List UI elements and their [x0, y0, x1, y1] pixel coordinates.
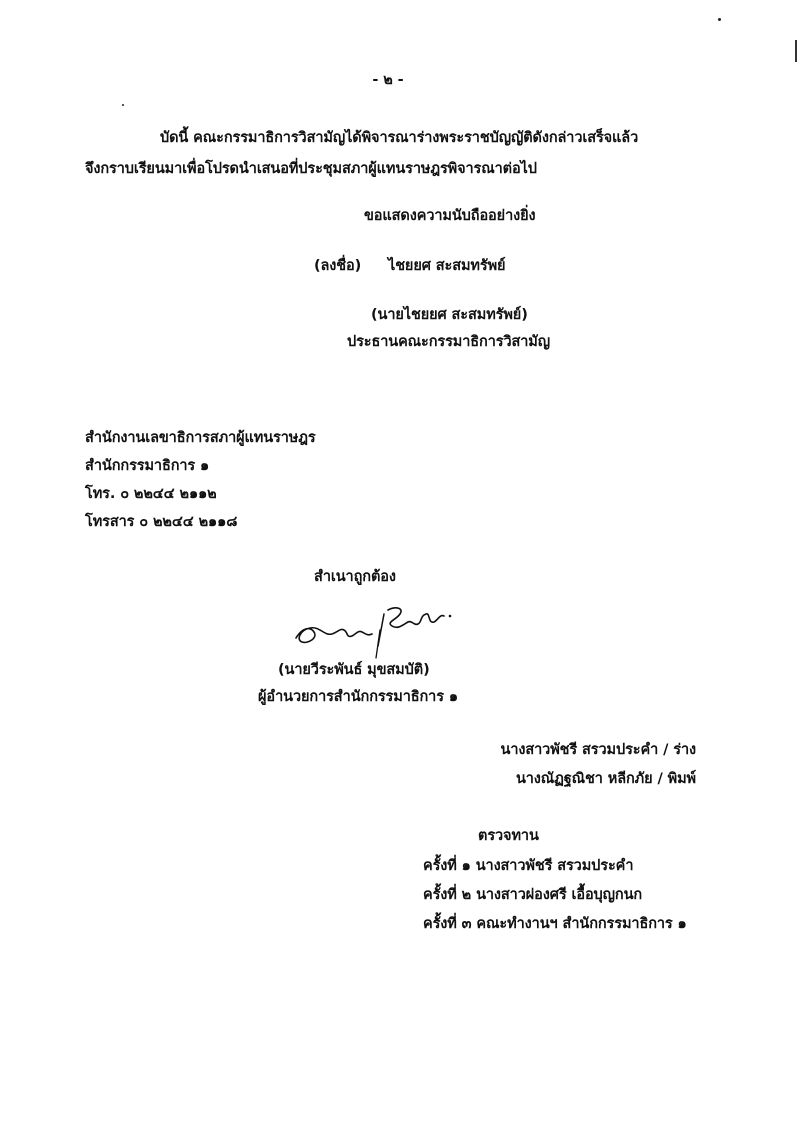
office-bureau: สำนักกรรมาธิการ ๑: [85, 458, 210, 474]
review-label: ตรวจทาน: [478, 828, 539, 844]
typist-line: นางณัฏฐณิชา หลีกภัย / พิมพ์: [515, 771, 696, 787]
page-number: - ๒ -: [372, 72, 404, 88]
certifier-position: ผู้อำนวยการสำนักกรรมาธิการ ๑: [258, 689, 458, 705]
closing-salutation: ขอแสดงความนับถืออย่างยิ่ง: [364, 208, 536, 224]
office-name: สำนักงานเลขาธิการสภาผู้แทนราษฎร: [85, 430, 316, 446]
scan-speck: [122, 104, 124, 106]
office-telephone: โทร. ๐ ๒๒๔๔ ๒๑๑๒: [85, 486, 217, 502]
signed-name: ไชยยศ สะสมทรัพย์: [388, 258, 506, 274]
body-line-1: บัดนี้ คณะกรรมาธิการวิสามัญได้พิจารณาร่างพระราชบัญญัติดังกล่าวเสร็จแล้ว: [160, 130, 639, 146]
review-round-1: ครั้งที่ ๑ นางสาวพัชรี สรวมประคำ: [423, 858, 634, 874]
drafter-line: นางสาวพัชรี สรวมประคำ / ร่าง: [500, 742, 696, 758]
scan-speck: [718, 18, 721, 21]
review-round-3: ครั้งที่ ๓ คณะทำงานฯ สำนักกรรมาธิการ ๑: [423, 916, 687, 932]
review-round-2: ครั้งที่ ๒ นางสาวผ่องศรี เอื้อบุญกนก: [423, 887, 643, 903]
signatory-position: ประธานคณะกรรมาธิการวิสามัญ: [347, 334, 550, 350]
signed-label: (ลงชื่อ): [314, 258, 362, 274]
printed-name: (นายไชยยศ สะสมทรัพย์): [371, 307, 528, 323]
certifier-name: (นายวีระพันธ์ มุขสมบัติ): [278, 662, 430, 678]
handwritten-signature: [288, 600, 458, 660]
body-line-2: จึงกราบเรียนมาเพื่อโปรดนำเสนอที่ประชุมสภาผู้แทนราษฎรพิจารณาต่อไป: [85, 161, 537, 177]
office-fax: โทรสาร ๐ ๒๒๔๔ ๒๑๑๘: [85, 514, 238, 530]
certified-copy-label: สำเนาถูกต้อง: [314, 569, 396, 585]
scan-edge-mark: [795, 40, 797, 62]
